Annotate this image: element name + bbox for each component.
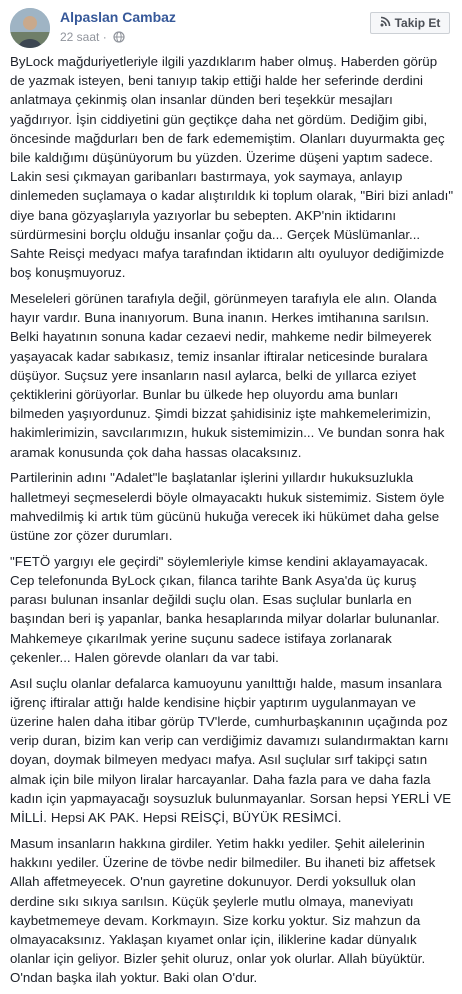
post-paragraph: Masum insanların hakkına girdiler. Yetim hakkı yediler. Şehit ailelerinin hakkını yediler. Üzerine de tövbe nedir bilmediler. Bu ihaneti biz affetsek Allah affetmeyecek. O'nun gayretine dokunuyor. Derdi yoksulluk olan derdine sıkı sıkıya sarılsın. Küçük şeylerle mutlu olmaya, maneviyatı kaybetmemeye devam. Korkmayın. Size korku yoktur. Siz mahzun da olmayacaksınız. Yaklaşan kıyamet onlar için, iliklerine kadar dünyalık olanlar için geliyor. Bizler şehit oluruz, onlar yok olurlar. Allah büyüktür. O'ndan başka ilah yoktur. Baki olan O'dur. — [10, 835, 436, 986]
post-paragraph: ByLock mağduriyetleriyle ilgili yazdıklarım haber olmuş. Haberden görüp de yazmak isteyen, beni tanıyıp takip ettiği halde her seferinde derdini anlatmaya çekinmiş olan insanlar dünden beri teşekkür mesajları yağdırıyor. İşin ciddiyetini gün geçtikçe daha net gördüm. Dediğim gibi, öncesinde mağdurları ben de fark edememiştim. Olanları duyurmakta geç bile kaldığımı düşünüyorum bu yüzden. Üzerime düşeni yaptım sadece. Lakin sesi çıkmayan garibanları bastırmaya, yok saymaya, anlayıp dinlemeden suçlamaya o kadar alıştırıldık ki toplum olarak, "Biri bizi anladı" diye bana gözyaşlarıyla yazıyorlar bu sebepten. AKP'nin iktidarını sürdürmesini borçlu olduğu insanlar çoğu da... Gerçek Müslümanlar... Sahte Reisçi medyacı mafya tarafından iktidarın altı oyuluyor dediğimizde boş konuşmuyoruz. — [10, 54, 454, 281]
post-body — [10, 52, 455, 994]
post-paragraph: Asıl suçlu olanlar defalarca kamuoyunu yanılttığı halde, masum insanlara iğrenç iftiralar attığı halde kendisine hiçbir yaptırım uygulanmayan ve üzerine halen daha itibar görüp TV'lerde, cumhurbaşkanının uçağında poz verip duran, bizim kan verip can verdiğimiz davamızı sulandırmaktan karnı doyan, doymak bilmeyen medyacı mafya. Asıl suçlular sırf takipçi satın almak için bile milyon liralar harcayanlar. Daha fazla para ve daha fazla kadın için yapmayacağı soysuzluk bulunmayanlar. Sorsan hepsi YERLİ VE MİLLİ. Hepsi AK PAK. Hepsi REİSÇİ, BÜYÜK RESİMCİ. — [10, 675, 452, 826]
rss-icon — [380, 16, 391, 30]
post-header — [10, 8, 454, 48]
avatar-image — [10, 8, 50, 48]
post-meta — [60, 30, 125, 46]
post-paragraph: "FETÖ yargıyı ele geçirdi" söylemleriyle kimse kendini aklayamayacak. Cep telefonunda ByLock çıkan, filanca tarihte Bank Asya'da üç kuruş parası bulunan insanlar değildi suçlu olan. Esas suçlular bunlarla en başından beri iş yapanlar, banka hesaplarında milyar dolarlar bulunanlar. Mahkemeye çıkarılmak yerine suçunu sadece istifaya zorlanarak çekenler... Halen görevde olanları da var tabi. — [10, 553, 440, 665]
post-paragraph: Meseleleri görünen tarafıyla değil, görünmeyen tarafıyla ele alın. Olanda hayır vardır. Buna inanıyorum. Buna inanın. Herkes imtihanına sarılsın. Belki hayatının sonuna kadar cezaevi nedir, mahkeme nedir bilmeyerek yaşayacak kadar sabıkasız, temiz insanlar iftiralar neticesinde buralara düşüyor. Suçsuz yere insanların nasıl aylarca, belki de yıllarca eziyet çektiklerini görüyorlar. Bunlar bu ülkede hep oluyordu ama bunları bilmeden yaşıyordunuz. Şimdi bizzat şahidisiniz işte mahkemelerimizin, hakimlerimizin, savcılarımızın, hukuk sistemimizin... Ve bundan sonra hak aramak konusunda çok daha hassas olacaksınız. — [10, 291, 445, 460]
post-paragraph: Partilerinin adını "Adalet"le başlatanlar işlerini yıllardır hukuksuzlukla halletmeyi seçmeselerdi böyle olmayacaktı hukuk sistemimiz. Sistem öyle mahvedilmiş ki artık tüm gücünü hukuğa verecek iki hükümet daha gelse üstüne zor çözer durumları. — [10, 470, 445, 544]
author-avatar[interactable] — [10, 8, 50, 48]
author-name[interactable]: Alpaslan Cambaz — [60, 9, 176, 25]
meta-separator: · — [102, 30, 107, 44]
post-time[interactable]: 22 saat — [60, 30, 100, 44]
globe-icon — [113, 31, 125, 46]
follow-label: Takip Et — [394, 16, 441, 30]
follow-button[interactable] — [370, 12, 450, 34]
